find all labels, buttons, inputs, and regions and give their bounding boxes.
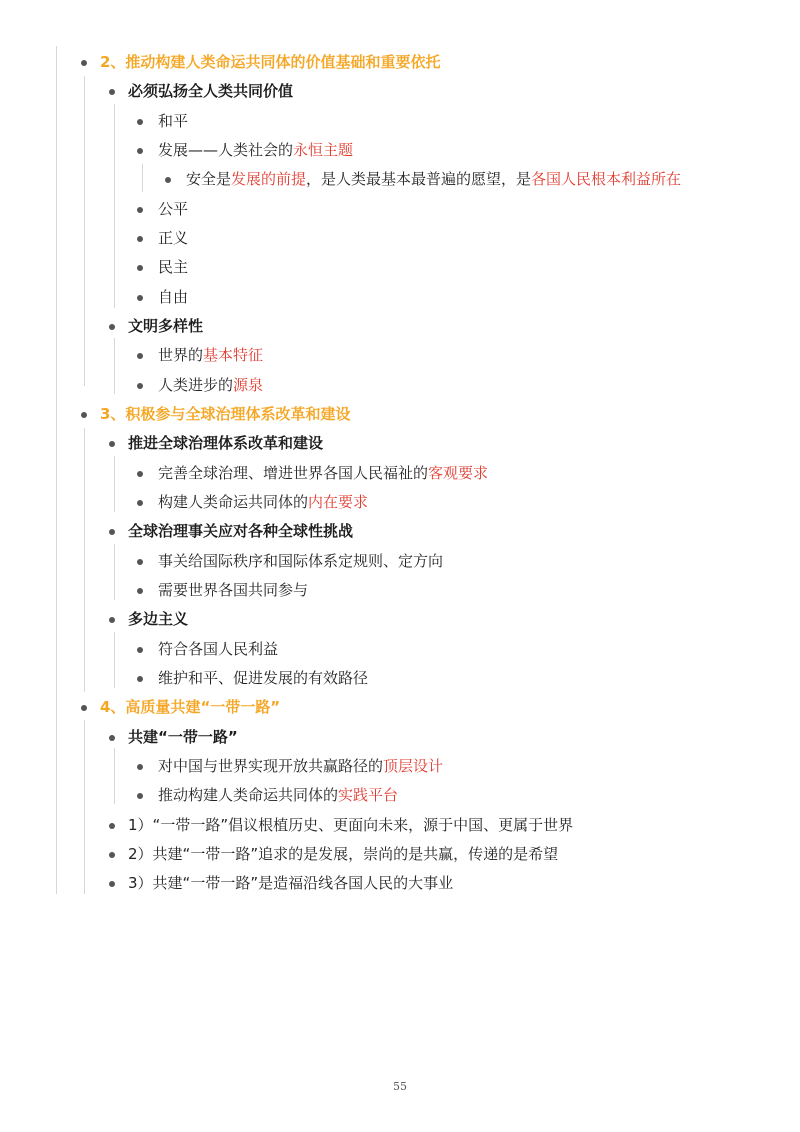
item-text-segment: 需要世界各国共同参与: [158, 580, 309, 599]
item-text-segment: 2、推动构建人类命运共同体的价值基础和重要依托: [100, 53, 441, 71]
outline-item-text: [100, 400, 350, 429]
outline-item-text: [158, 488, 368, 517]
outline-item-text: [158, 459, 488, 488]
bullet-icon: [137, 265, 143, 271]
tree-guide-line: [114, 456, 115, 512]
outline-item-text: [158, 195, 188, 224]
bullet-icon: [81, 60, 87, 66]
item-text-segment: 2）共建“一带一路”追求的是发展，崇尚的是共赢，传递的是希望: [128, 844, 559, 863]
outline-item-text: [128, 517, 353, 546]
tree-guide-line: [114, 338, 115, 394]
bullet-icon: [137, 119, 143, 125]
item-text-segment: 自由: [158, 287, 189, 306]
outline-item-text: [100, 693, 280, 722]
tree-guide-line: [56, 46, 57, 894]
tree-guide-line: [114, 632, 115, 688]
item-text-segment: 正义: [158, 228, 189, 247]
item-text-segment: 推进全球治理体系改革和建设: [128, 434, 324, 453]
highlight-text: 客观要求: [428, 463, 489, 482]
item-text-segment: 安全是: [186, 170, 232, 189]
highlight-text: 各国人民根本利益所在: [531, 170, 682, 189]
page-number: 55: [393, 1080, 407, 1093]
item-text-segment: ，是人类最基本最普遍的愿望，是: [306, 170, 532, 189]
bullet-icon: [109, 529, 115, 535]
outline-item-text: [158, 283, 188, 312]
bullet-icon: [81, 705, 87, 711]
item-text-segment: 人类进步的: [158, 375, 234, 394]
bullet-icon: [137, 295, 143, 301]
outline-item-text: [128, 605, 188, 634]
highlight-text: 顶层设计: [383, 756, 444, 775]
highlight-text: 永恒主题: [293, 140, 354, 159]
outline-item-text: [158, 107, 188, 136]
bullet-icon: [137, 676, 143, 682]
outline-item-text: [100, 48, 440, 77]
outline-item-text: [158, 371, 263, 400]
item-text-segment: 公平: [158, 199, 189, 218]
item-text-segment: 1）“一带一路”倡议根植历史、更面向未来，源于中国、更属于世界: [128, 815, 574, 834]
bullet-icon: [109, 881, 115, 887]
outline-item-text: [158, 781, 398, 810]
item-text-segment: 符合各国人民利益: [158, 639, 279, 658]
item-text-segment: 共建“一带一路”: [128, 727, 238, 746]
item-text-segment: 世界的: [158, 346, 204, 365]
item-text-segment: 3、积极参与全球治理体系改革和建设: [100, 404, 351, 423]
bullet-icon: [109, 735, 115, 741]
bullet-icon: [137, 353, 143, 359]
highlight-text: 实践平台: [338, 786, 399, 805]
tree-guide-line: [84, 76, 85, 386]
bullet-icon: [165, 177, 171, 183]
outline-item-text: [158, 341, 263, 370]
item-text-segment: 构建人类命运共同体的: [158, 492, 309, 511]
item-text-segment: 完善全球治理、增进世界各国人民福祉的: [158, 463, 429, 482]
bullet-icon: [137, 647, 143, 653]
highlight-text: 发展的前提: [231, 170, 307, 189]
tree-guide-line: [84, 720, 85, 894]
bullet-icon: [109, 852, 115, 858]
item-text-segment: 和平: [158, 111, 189, 130]
outline-item-text: [128, 723, 238, 752]
bullet-icon: [137, 559, 143, 565]
item-text-segment: 推动构建人类命运共同体的: [158, 786, 339, 805]
outline-item-text: [128, 811, 573, 840]
bullet-icon: [109, 823, 115, 829]
item-text-segment: 民主: [158, 258, 189, 277]
item-text-segment: 事关给国际秩序和国际体系定规则、定方向: [158, 551, 444, 570]
highlight-text: 源泉: [233, 375, 264, 394]
outline-item-text: [128, 429, 323, 458]
bullet-icon: [109, 441, 115, 447]
bullet-icon: [137, 236, 143, 242]
bullet-icon: [137, 148, 143, 154]
tree-guide-line: [142, 164, 143, 192]
item-text-segment: 对中国与世界实现开放共赢路径的: [158, 756, 384, 775]
outline-item-text: [158, 752, 443, 781]
outline-item-text: [128, 312, 203, 341]
item-text-segment: 维护和平、促进发展的有效路径: [158, 668, 369, 687]
highlight-text: 基本特征: [203, 346, 264, 365]
item-text-segment: 发展——人类社会的: [158, 140, 294, 159]
outline-item-text: [158, 136, 353, 165]
item-text-segment: 文明多样性: [128, 316, 204, 335]
item-text-segment: 多边主义: [128, 610, 189, 629]
outline-item-text: [158, 547, 443, 576]
outline-item-text: [186, 165, 681, 194]
tree-guide-line: [114, 544, 115, 600]
bullet-icon: [109, 617, 115, 623]
outline-item-text: [158, 224, 188, 253]
tree-guide-line: [114, 748, 115, 804]
bullet-icon: [137, 588, 143, 594]
bullet-icon: [137, 207, 143, 213]
bullet-icon: [137, 793, 143, 799]
bullet-icon: [81, 412, 87, 418]
outline-item-text: [128, 840, 558, 869]
bullet-icon: [109, 89, 115, 95]
outline-item-text: [158, 664, 368, 693]
outline-item-text: [128, 77, 293, 106]
bullet-icon: [109, 324, 115, 330]
item-text-segment: 必须弘扬全人类共同价值: [128, 82, 294, 101]
item-text-segment: 4、高质量共建“一带一路”: [100, 698, 281, 717]
bullet-icon: [137, 764, 143, 770]
outline-item-text: [158, 253, 188, 282]
tree-guide-line: [84, 428, 85, 692]
bullet-icon: [137, 383, 143, 389]
outline-item-text: [158, 576, 308, 605]
bullet-icon: [137, 471, 143, 477]
highlight-text: 内在要求: [308, 492, 369, 511]
item-text-segment: 全球治理事关应对各种全球性挑战: [128, 522, 354, 541]
outline-item-text: [158, 635, 278, 664]
tree-guide-line: [114, 104, 115, 308]
bullet-icon: [137, 500, 143, 506]
item-text-segment: 3）共建“一带一路”是造福沿线各国人民的大事业: [128, 874, 454, 893]
outline-item-text: [128, 869, 453, 898]
